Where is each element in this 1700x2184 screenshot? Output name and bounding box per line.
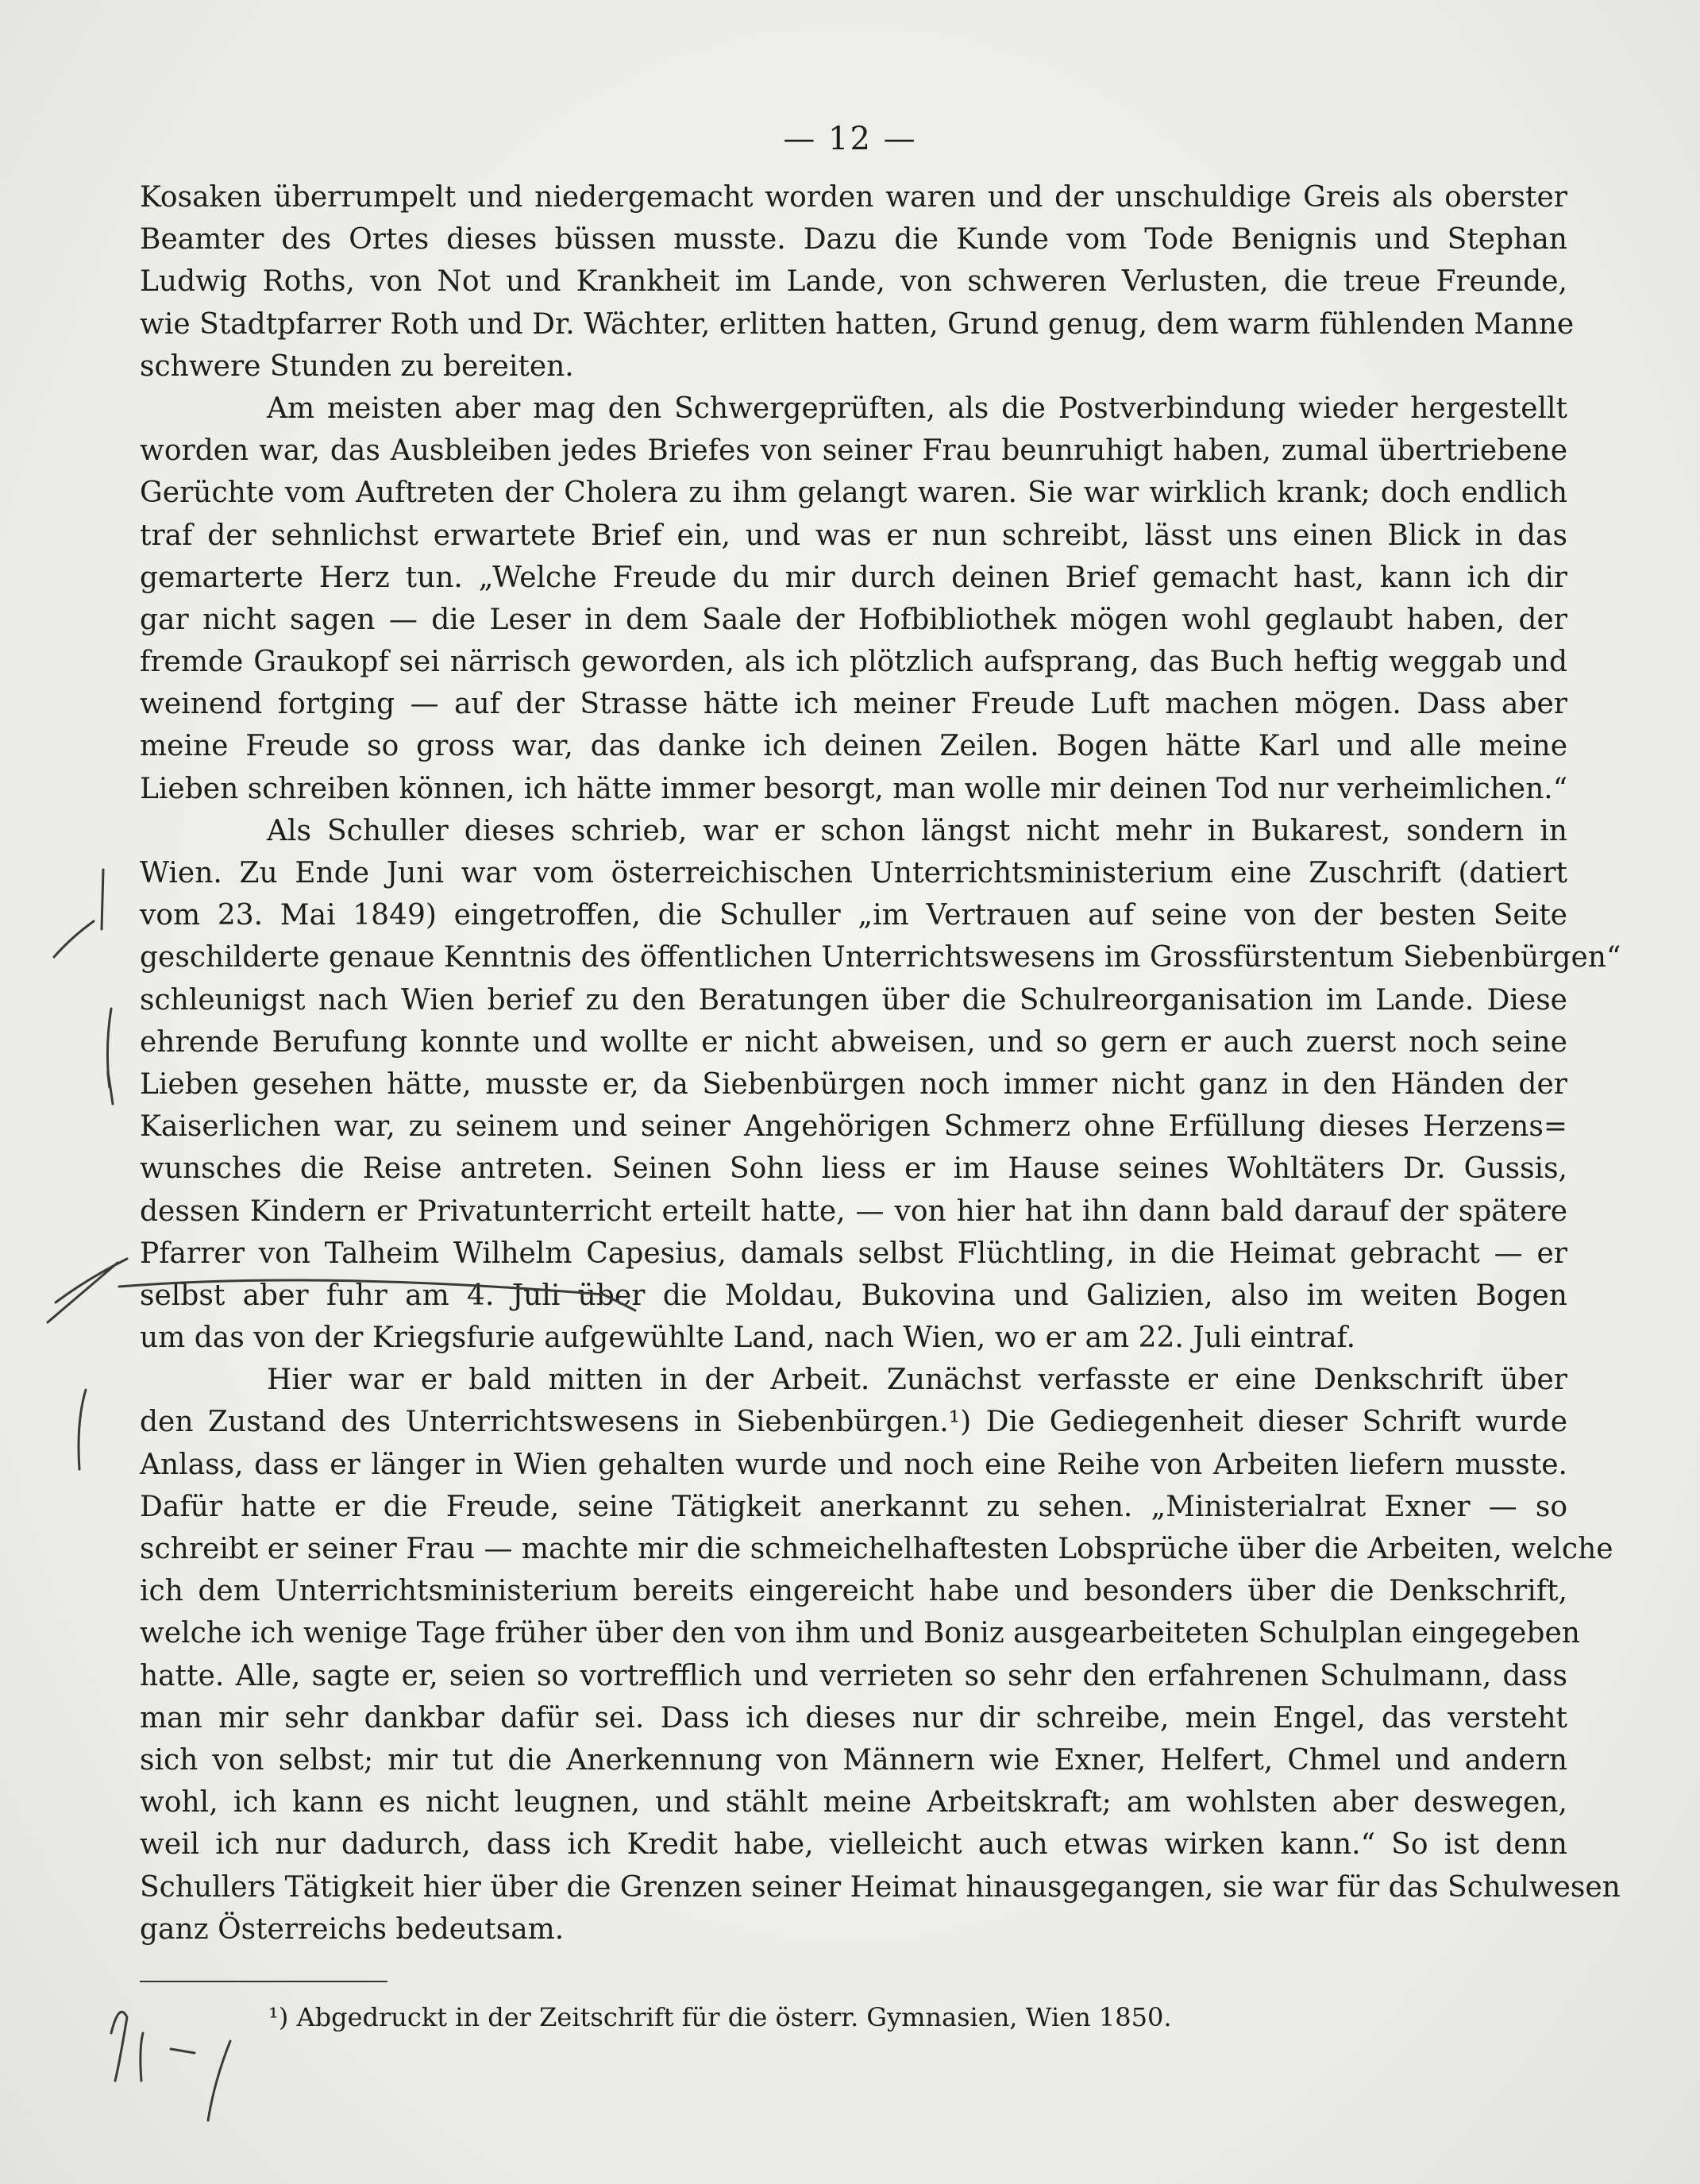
text-line: sich von selbst; mir tut die Anerkennung von Männern wie Exner, Helfert, Chmel und andern <box>140 1743 1567 1777</box>
text-line: selbst aber fuhr am 4. Juli über die Moldau, Bukovina und Galizien, also im weiten Bogen <box>140 1279 1567 1312</box>
pencil-mark-upper <box>54 870 103 957</box>
text-line: geschilderte genaue Kenntnis des öffentlichen Unterrichtswesens im Grossfürstentum Siebenbürgen“ <box>140 941 1621 974</box>
text-line: meine Freude so gross war, das danke ich deinen Zeilen. Bogen hätte Karl und alle meine <box>140 730 1567 763</box>
text-line: Ludwig Roths, von Not und Krankheit im Lande, von schweren Verlusten, die treue Freunde, <box>140 265 1567 299</box>
text-line: den Zustand des Unterrichtswesens in Siebenbürgen.¹) Die Gediegenheit dieser Schrift wurde <box>140 1406 1567 1439</box>
text-line: gar nicht sagen — die Leser in dem Saale der Hofbibliothek mögen wohl geglaubt haben, der <box>140 603 1567 636</box>
text-line: wie Stadtpfarrer Roth und Dr. Wächter, erlitten hatten, Grund genug, dem warm fühlenden Manne <box>140 307 1575 341</box>
pencil-bracket-lower <box>79 1390 86 1469</box>
pencil-scribble-bottom <box>111 2012 230 2120</box>
text-line: Gerüchte vom Auftreten der Cholera zu ihm gelangt waren. Sie war wirklich krank; doch endlich <box>140 477 1567 510</box>
text-line: vom 23. Mai 1849) eingetroffen, die Schuller „im Vertrauen auf seine von der besten Seite <box>140 899 1567 932</box>
text-line: weil ich nur dadurch, dass ich Kredit habe, vielleicht auch etwas wirken kann.“ So ist denn <box>140 1828 1567 1862</box>
text-line: Dafür hatte er die Freude, seine Tätigkeit anerkannt zu sehen. „Ministerialrat Exner — so <box>140 1490 1567 1523</box>
text-line: um das von der Kriegsfurie aufgewühlte Land, nach Wien, wo er am 22. Juli eintraf. <box>140 1322 1356 1355</box>
text-line: hatte. Alle, sagte er, seien so vortrefflich und verrieten so sehr den erfahrenen Schulmann, dass <box>140 1659 1567 1692</box>
text-line: Kaiserlichen war, zu seinem und seiner Angehörigen Schmerz ohne Erfüllung dieses Herzens= <box>140 1110 1567 1144</box>
text-line: Wien. Zu Ende Juni war vom österreichischen Unterrichtsministerium eine Zuschrift (datiert <box>140 857 1567 889</box>
text-line: Kosaken überrumpelt und niedergemacht worden waren und der unschuldige Greis als oberster <box>140 181 1567 214</box>
text-line: wunsches die Reise antreten. Seinen Sohn liess er im Hause seines Wohltäters Dr. Gussis, <box>140 1152 1567 1186</box>
text-line: gemarterte Herz tun. „Welche Freude du mir durch deinen Brief gemacht hast, kann ich dir <box>140 561 1567 594</box>
body-text <box>140 176 1621 1951</box>
text-line: traf der sehnlichst erwartete Brief ein, und was er nun schreibt, lässt uns einen Blick in das <box>140 519 1567 552</box>
text-line: schreibt er seiner Frau — machte mir die schmeichelhaftesten Lobsprüche über die Arbeiten, welche <box>140 1533 1613 1565</box>
pencil-bracket-middle <box>107 1009 113 1104</box>
text-line: Lieben schreiben können, ich hätte immer besorgt, man wolle mir deinen Tod nur verheimlichen.“ <box>140 772 1568 805</box>
text-line: wohl, ich kann es nicht leugnen, und stählt meine Arbeitskraft; am wohlsten aber deswegen, <box>140 1786 1567 1819</box>
text-line: dessen Kindern er Privatunterricht erteilt hatte, — von hier hat ihn dann bald darauf der spätere <box>140 1194 1567 1228</box>
text-line: ich dem Unterrichtsministerium bereits eingereicht habe und besonders über die Denkschrift, <box>140 1575 1567 1608</box>
page-number: — 12 — <box>783 121 917 157</box>
text-line: Am meisten aber mag den Schwergeprüften, als die Postverbindung wieder hergestellt <box>267 392 1567 425</box>
text-line: Lieben gesehen hätte, musste er, da Siebenbürgen noch immer nicht ganz in den Händen der <box>140 1067 1567 1101</box>
text-line: Beamter des Ortes dieses büssen musste. Dazu die Kunde vom Tode Benignis und Stephan <box>140 223 1567 257</box>
text-line: schwere Stunden zu bereiten. <box>140 349 574 383</box>
text-line: Pfarrer von Talheim Wilhelm Capesius, damals selbst Flüchtling, in die Heimat gebracht — er <box>140 1237 1567 1270</box>
text-line: worden war, das Ausbleiben jedes Briefes von seiner Frau beunruhigt haben, zumal übertriebene <box>140 434 1567 468</box>
text-line: schleunigst nach Wien berief zu den Beratungen über die Schulreorganisation im Lande. Diese <box>140 983 1567 1017</box>
text-line: ehrende Berufung konnte und wollte er nicht abweisen, und so gern er auch zuerst noch seine <box>140 1025 1567 1059</box>
text-line: ganz Österreichs bedeutsam. <box>140 1912 565 1946</box>
text-line: weinend fortging — auf der Strasse hätte ich meiner Freude Luft machen mögen. Dass aber <box>140 688 1567 721</box>
text-line: man mir sehr dankbar dafür sei. Dass ich dieses nur dir schreibe, mein Engel, das versteht <box>140 1701 1567 1734</box>
text-line: welche ich wenige Tage früher über den von ihm und Boniz ausgearbeiteten Schulplan eingegeben <box>140 1617 1580 1650</box>
text-line: Schullers Tätigkeit hier über die Grenzen seiner Heimat hinausgegangen, sie war für das Schulwesen <box>140 1870 1621 1904</box>
text-line: Als Schuller dieses schrieb, war er schon längst nicht mehr in Bukarest, sondern in <box>267 814 1567 847</box>
footnote-rule <box>140 1981 387 1982</box>
text-line: Anlass, dass er länger in Wien gehalten wurde und noch eine Reihe von Arbeiten liefern musste. <box>140 1448 1567 1481</box>
text-line: Hier war er bald mitten in der Arbeit. Zunächst verfasste er eine Denkschrift über <box>267 1364 1567 1397</box>
footnote: ¹) Abgedruckt in der Zeitschrift für die österr. Gymnasien, Wien 1850. <box>268 2002 1172 2032</box>
text-line: fremde Graukopf sei närrisch geworden, als ich plötzlich aufsprang, das Buch heftig weggab und <box>140 646 1567 679</box>
